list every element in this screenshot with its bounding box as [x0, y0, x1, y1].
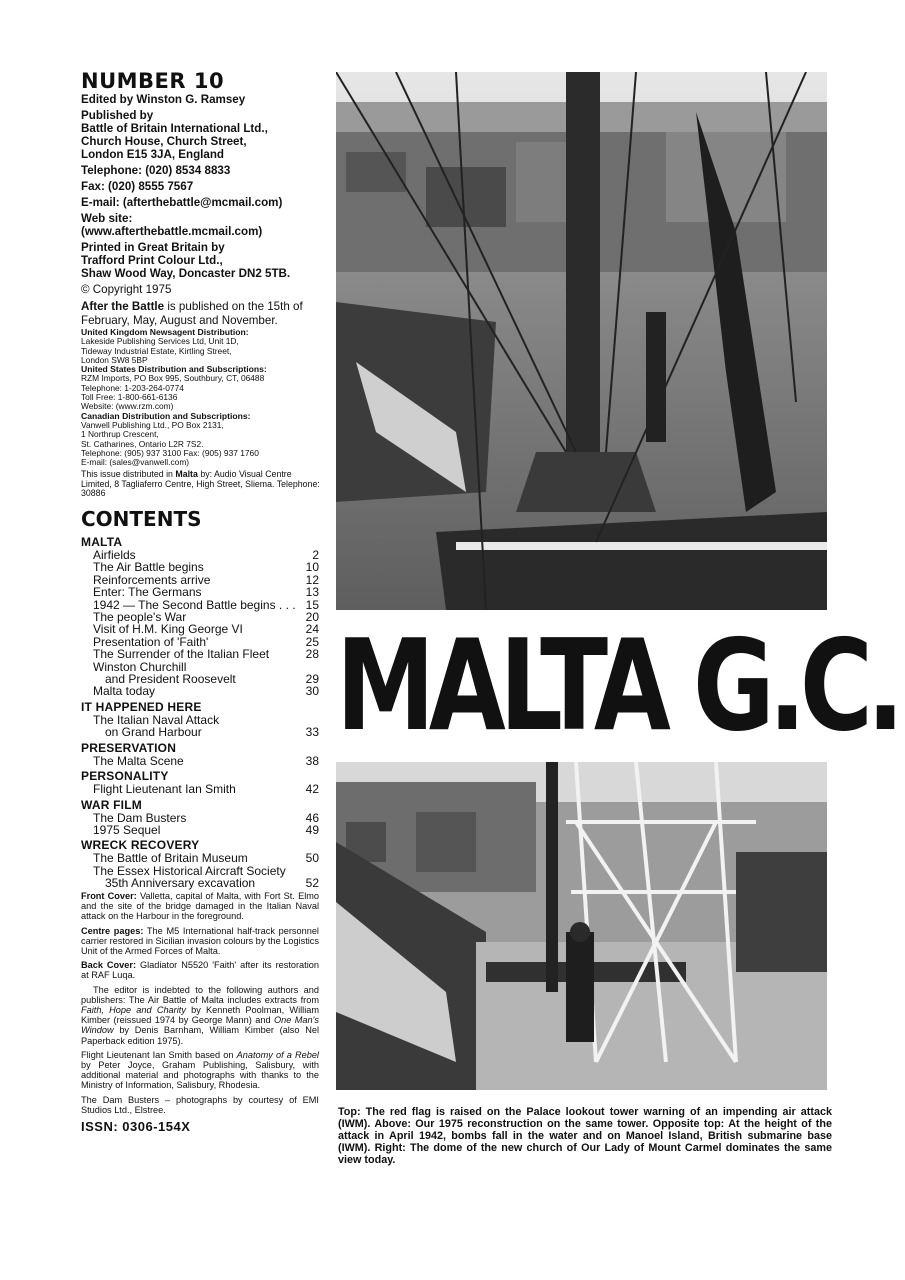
publisher-line: Church House, Church Street,	[81, 135, 247, 148]
us-distribution-line: Toll Free: 1-800-661-6136	[81, 392, 178, 403]
table-of-contents	[81, 533, 319, 890]
toc-entry	[81, 586, 319, 598]
toc-section-heading: IT HAPPENED HERE	[81, 699, 202, 714]
toc-entry-title: The Battle of Britain Museum	[93, 851, 248, 866]
top-photo-drawing	[336, 72, 827, 610]
headline: MALTA G.C.	[336, 612, 899, 759]
canada-distribution-line: E-mail: (sales@vanwell.com)	[81, 457, 190, 468]
toc-entry-page: 49	[305, 822, 319, 837]
canada-distribution-line: Vanwell Publishing Ltd., PO Box 2131,	[81, 419, 224, 430]
toc-entry-title: Visit of H.M. King George VI	[93, 622, 243, 637]
editor-line: Edited by Winston G. Ramsey	[81, 93, 246, 106]
toc-entry-page: 2	[312, 548, 319, 562]
toc-section-heading: PRESERVATION	[81, 740, 177, 755]
telephone: Telephone: (020) 8534 8833	[81, 164, 231, 177]
fax: Fax: (020) 8555 7567	[81, 180, 194, 193]
us-distribution-line: RZM Imports, PO Box 995, Southbury, CT, 06488	[81, 373, 265, 384]
toc-entry	[81, 561, 319, 573]
front-cover-note: Front Cover: Valletta, capital of Malta, with Fort St. Elmo and the site of the bridge damaged in the Italian Naval attack on the Harbour in the foreground.	[81, 891, 320, 922]
smith-credit: Flight Lieutenant Ian Smith based on Anatomy of a Rebel by Peter Joyce, Graham Publishing, Salisbury, with additional material and photographs with thanks to the Ministry of Information, Salisbury, Rhodesia.	[81, 1049, 319, 1091]
issue-number: NUMBER 10	[81, 69, 225, 93]
us-distribution-heading: United States Distribution and Subscriptions:	[81, 364, 267, 375]
contents-title: CONTENTS	[81, 507, 202, 531]
canada-distribution-heading: Canadian Distribution and Subscriptions:	[81, 410, 251, 421]
toc-entry-title: Presentation of 'Faith'	[93, 634, 209, 649]
toc-entry-title: The Essex Historical Aircraft Society	[93, 863, 286, 878]
toc-section-heading: WAR FILM	[81, 797, 142, 812]
toc-entry	[81, 648, 319, 660]
dam-busters-credit: The Dam Busters – photographs by courtesy of EMI Studios Ltd., Elstree.	[81, 1094, 319, 1115]
copyright: © Copyright 1975	[81, 283, 172, 296]
uk-distribution-line: Lakeside Publishing Services Ltd, Unit 1D,	[81, 336, 239, 347]
cover-notes	[81, 891, 319, 1147]
toc-entry-title: Winston Churchill	[93, 659, 187, 674]
toc-entry	[81, 685, 319, 697]
publisher-line: London E15 3JA, England	[81, 148, 225, 161]
centre-pages-note: Centre pages: The M5 International half-track personnel carrier restored in Sicilian invasion colours by the Logistics Unit of the Armed Forces of Malta.	[81, 925, 319, 957]
toc-entry-title: The Italian Naval Attack	[93, 712, 220, 727]
bottom-photo-drawing	[336, 762, 827, 1090]
toc-entry	[81, 877, 319, 889]
bottom-photo-reconstruction	[336, 762, 827, 1090]
toc-entry-page: 33	[305, 725, 319, 740]
toc-entry-title: Airfields	[93, 548, 136, 562]
toc-entry-page: 24	[305, 622, 319, 637]
toc-entry-page: 52	[305, 876, 319, 891]
uk-distribution-line: Tideway Industrial Estate, Kirtling Street,	[81, 345, 232, 356]
photo-caption: Top: The red flag is raised on the Palace lookout tower warning of an impending air attack (IWM). Above: Our 1975 reconstruction on the same tower. Opposite top: At the height of the attack in April 1942, bombs fall in the water and on Manoel Island, British submarine base (IWM). Right: The dome of the new church of Our Lady of Mount Carmel dominates the same view today.	[338, 1106, 832, 1166]
toc-entry-page: 38	[305, 753, 319, 768]
toc-entry-page: 12	[305, 572, 319, 587]
toc-section-heading: PERSONALITY	[81, 769, 169, 784]
toc-entry-title: 35th Anniversary excavation	[105, 876, 256, 891]
top-photo-flag-raising	[336, 72, 827, 610]
canada-distribution-line: Telephone: (905) 937 3100 Fax: (905) 937 1760	[81, 447, 259, 458]
toc-entry-title: Malta today	[93, 684, 156, 699]
toc-entry-title: 1975 Sequel	[93, 822, 161, 837]
acknowledgements: The editor is indebted to the following authors and publishers: The Air Battle of Malta includes extracts from Faith, Hope and Charity by Kenneth Poolman, William Kimber (reissued 1974 by George Mann) and One Man's Window by Denis Barnham, William Kimber (also Nel Paperback edition 1975).	[81, 984, 319, 1046]
printer-line: Trafford Print Colour Ltd.,	[81, 254, 223, 267]
toc-section-heading: MALTA	[81, 535, 123, 549]
toc-entry-title: The Air Battle begins	[93, 560, 204, 575]
toc-entry-title: and President Roosevelt	[105, 672, 236, 687]
us-distribution-line: Telephone: 1-203-264-0774	[81, 382, 184, 393]
toc-entry	[81, 824, 319, 836]
toc-entry-page: 42	[305, 782, 319, 797]
toc-entry-page: 28	[305, 647, 319, 662]
canada-distribution-line: St. Catharines, Ontario L2R 7S2.	[81, 438, 204, 449]
publisher-line: Battle of Britain International Ltd.,	[81, 122, 268, 135]
toc-entry-page: 10	[305, 560, 319, 575]
toc-entry-page: 13	[305, 585, 319, 600]
masthead	[81, 70, 321, 498]
toc-entry-title: The Malta Scene	[93, 753, 184, 768]
toc-entry-page: 20	[305, 610, 319, 625]
uk-distribution-heading: United Kingdom Newsagent Distribution:	[81, 327, 249, 337]
toc-entry	[81, 623, 319, 635]
toc-entry-title: Enter: The Germans	[93, 585, 202, 600]
toc-entry-page: 15	[305, 597, 319, 612]
toc-entry-page: 25	[305, 634, 319, 649]
published-by: Published by	[81, 109, 154, 122]
toc-entry	[81, 783, 319, 795]
toc-entry-page: 30	[305, 684, 319, 699]
printer-line: Printed in Great Britain by	[81, 241, 225, 254]
toc-entry-title: The Dam Busters	[93, 810, 187, 825]
malta-distribution: This issue distributed in Malta by: Audio Visual Centre Limited, 8 Tagliaferro Centre, High Street, Sliema. Telephone: 30886	[81, 469, 320, 499]
toc-entry-title: The Surrender of the Italian Fleet	[93, 647, 270, 662]
email: E-mail: (afterthebattle@mcmail.com)	[81, 196, 283, 209]
back-cover-note: Back Cover: Gladiator N5520 'Faith' after its restoration at RAF Luqa.	[81, 960, 319, 981]
toc-section-heading: WRECK RECOVERY	[81, 838, 200, 853]
us-distribution-line: Website: (www.rzm.com)	[81, 401, 174, 412]
publication-schedule: After the Battle is published on the 15th of February, May, August and November.	[81, 300, 303, 327]
toc-entry-title: Flight Lieutenant Ian Smith	[93, 782, 236, 797]
toc-entry-title: The people's War	[93, 610, 187, 625]
toc-entry	[81, 852, 319, 864]
printer-line: Shaw Wood Way, Doncaster DN2 5TB.	[81, 267, 291, 280]
toc-entry	[81, 755, 319, 767]
toc-entry	[81, 726, 319, 738]
web-label: Web site:	[81, 212, 133, 225]
toc-entry-title: on Grand Harbour	[105, 725, 202, 740]
toc-entry-page: 46	[305, 810, 319, 825]
toc-entry-title: Reinforcements arrive	[93, 572, 211, 587]
toc-entry-title: 1942 — The Second Battle begins . . .	[93, 597, 296, 612]
web-address: (www.afterthebattle.mcmail.com)	[81, 225, 263, 238]
toc-entry-page: 29	[305, 672, 319, 687]
uk-distribution-line: London SW8 5BP	[81, 354, 148, 365]
canada-distribution-line: 1 Northrup Crescent,	[81, 429, 159, 440]
issn: ISSN: 0306-154X	[81, 1119, 191, 1135]
toc-entry-page: 50	[305, 851, 319, 866]
